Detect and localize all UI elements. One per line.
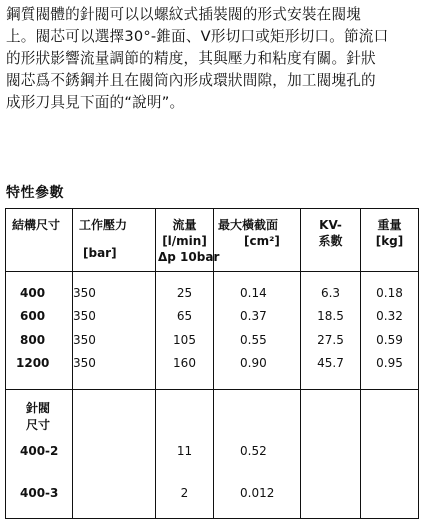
table-row	[6, 440, 419, 470]
cell-flow: 2	[156, 482, 214, 518]
table-row	[6, 305, 419, 329]
cell-cross-section: 0.37	[214, 305, 301, 329]
table-header-row	[6, 209, 419, 272]
cell-flow: 160	[156, 352, 214, 376]
table-row	[6, 329, 419, 353]
description-paragraph	[6, 4, 424, 114]
header-cross-section-label: 最大橫截面	[218, 218, 279, 232]
cell-weight: 0.18	[361, 282, 419, 306]
cell-cross-section: 0.90	[214, 352, 301, 376]
header-flow-label: 流量	[172, 218, 197, 232]
cell-kv: 6.3	[301, 282, 361, 306]
header-kv	[301, 209, 361, 272]
header-pressure-unit: [bar]	[83, 246, 117, 260]
header-size	[6, 209, 73, 272]
spec-table	[5, 208, 419, 519]
header-size-label: 結構尺寸	[12, 218, 61, 232]
cell-kv: 18.5	[301, 305, 361, 329]
header-kv-label: KV-	[319, 218, 342, 232]
header-kv-unit: 系數	[318, 234, 343, 248]
cell-cross-section: 0.55	[214, 329, 301, 353]
cell-kv: 27.5	[301, 329, 361, 353]
header-cross-section	[214, 209, 301, 272]
cell-cross-section: 0.012	[214, 482, 301, 518]
cell-size: 800	[6, 329, 73, 353]
paragraph-line: 閥芯爲不銹鋼并且在閥筒內形成環狀間隙，加工閥塊孔的	[6, 72, 376, 89]
cell-pressure	[73, 440, 156, 470]
cell-pressure: 350	[73, 352, 156, 376]
cell-size: 600	[6, 305, 73, 329]
header-flow-unit2: Δp 10bar	[158, 250, 220, 264]
header-weight	[361, 209, 419, 272]
needle-title-line1: 針閥	[26, 401, 51, 415]
table-row	[6, 482, 419, 518]
cell-flow: 11	[156, 440, 214, 470]
needle-title-cell	[6, 390, 73, 441]
cell-weight: 0.59	[361, 329, 419, 353]
header-flow	[156, 209, 220, 272]
cell-flow: 105	[156, 329, 214, 353]
table-row	[6, 352, 419, 376]
cell-cross-section: 0.14	[214, 282, 301, 306]
needle-title-line2: 尺寸	[26, 418, 51, 432]
cell-pressure	[73, 482, 156, 518]
header-pressure	[73, 209, 156, 272]
cell-pressure: 350	[73, 305, 156, 329]
cell-flow: 25	[156, 282, 214, 306]
cell-cross-section: 0.52	[214, 440, 301, 470]
cell-weight	[361, 482, 419, 518]
header-weight-label: 重量	[377, 218, 402, 232]
header-cross-section-unit: [cm²]	[244, 234, 280, 248]
paragraph-line: 成形刀具見下面的“說明”。	[6, 94, 185, 111]
cell-pressure: 350	[73, 282, 156, 306]
paragraph-line: 上。閥芯可以選擇30°-錐面、V形切口或矩形切口。節流口	[6, 28, 389, 45]
paragraph-line: 鋼質閥體的針閥可以以螺紋式插裝閥的形式安裝在閥塊	[6, 6, 362, 23]
cell-kv	[301, 440, 361, 470]
cell-flow: 65	[156, 305, 214, 329]
cell-weight	[361, 440, 419, 470]
cell-kv	[301, 482, 361, 518]
cell-size: 400	[6, 282, 73, 306]
cell-weight: 0.32	[361, 305, 419, 329]
cell-size: 1200	[6, 352, 73, 376]
cell-kv: 45.7	[301, 352, 361, 376]
header-pressure-label: 工作壓力	[79, 218, 128, 232]
cell-pressure: 350	[73, 329, 156, 353]
needle-section-divider-row	[6, 390, 419, 441]
table-row	[6, 282, 419, 306]
paragraph-line: 的形狀影響流量調節的精度，其與壓力和粘度有關。針狀	[6, 50, 376, 67]
cell-weight: 0.95	[361, 352, 419, 376]
header-weight-unit: [kg]	[375, 234, 404, 248]
cell-needle-size: 400-3	[6, 482, 73, 518]
header-flow-unit: [l/min]	[162, 234, 207, 248]
cell-needle-size: 400-2	[6, 440, 73, 470]
section-title: 特性參數	[6, 185, 64, 201]
